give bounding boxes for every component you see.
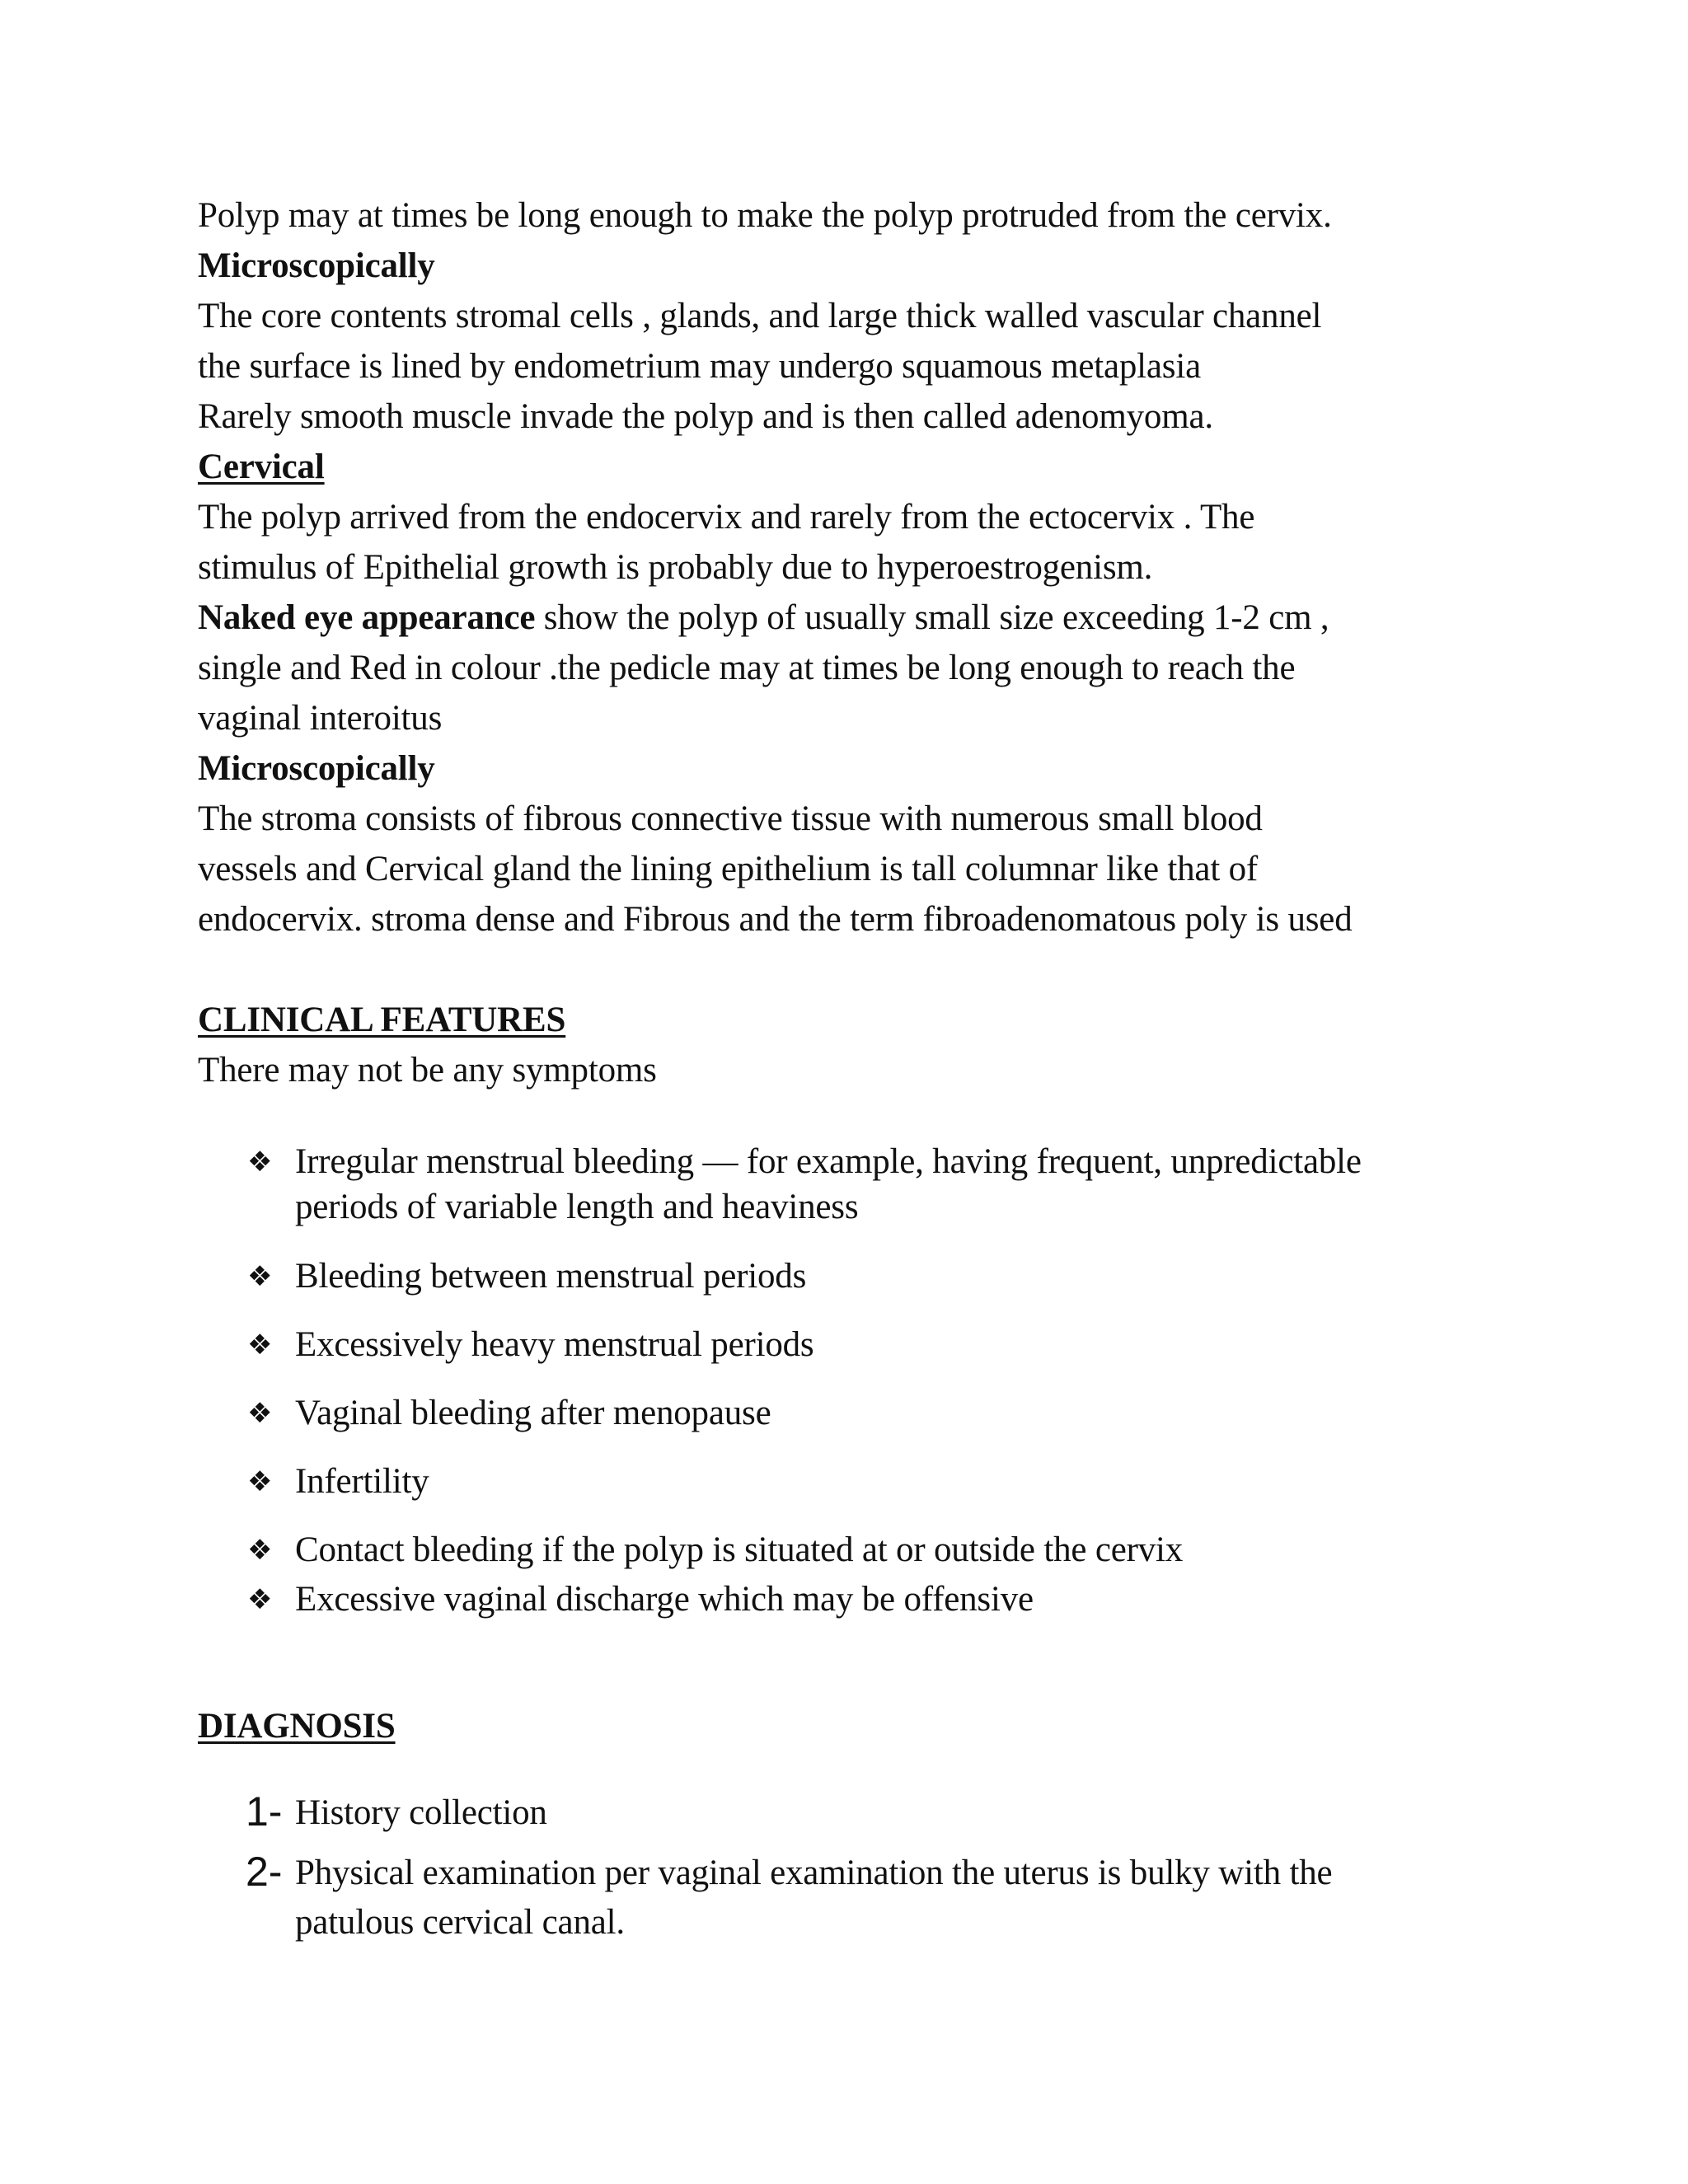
list-item: Vaginal bleeding after menopause [295, 1394, 771, 1432]
body-text-line: stimulus of Epithelial growth is probably due to hyperoestrogenism. [198, 548, 1153, 587]
body-text-line: The stroma consists of fibrous connective tissue with numerous small blood [198, 799, 1263, 838]
section-heading-microscopically: Microscopically [198, 749, 435, 788]
diamond-bullet-icon: ❖ [247, 1583, 273, 1616]
body-text-line: vessels and Cervical gland the lining epithelium is tall columnar like that of [198, 850, 1259, 888]
list-item: Contact bleeding if the polyp is situated at or outside the cervix [295, 1530, 1184, 1569]
diamond-bullet-icon: ❖ [247, 1465, 273, 1498]
diamond-bullet-icon: ❖ [247, 1397, 273, 1430]
diamond-bullet-icon: ❖ [247, 1146, 273, 1179]
section-heading-microscopically: Microscopically [198, 246, 435, 285]
list-number: 1- [246, 1788, 283, 1835]
body-text-line: Polyp may at times be long enough to make the polyp protruded from the cervix. [198, 196, 1332, 235]
numbered-item: History collection [295, 1793, 547, 1832]
body-text-line: There may not be any symptoms [198, 1051, 657, 1090]
naked-eye-text: show the polyp of usually small size exceeding 1-2 cm , [535, 598, 1329, 637]
body-text-line [198, 595, 1329, 641]
list-number: 2- [246, 1849, 283, 1895]
body-text-line: The core contents stromal cells , glands, and large thick walled vascular channel [198, 297, 1322, 335]
body-text-line: the surface is lined by endometrium may undergo squamous metaplasia [198, 347, 1201, 386]
list-item-continuation: periods of variable length and heaviness [295, 1188, 859, 1226]
list-item: Excessively heavy menstrual periods [295, 1325, 814, 1364]
diamond-bullet-icon: ❖ [247, 1329, 273, 1361]
numbered-item-continuation: patulous cervical canal. [295, 1903, 625, 1942]
body-text-line: vaginal interoitus [198, 699, 443, 738]
list-item: Infertility [295, 1462, 429, 1501]
diamond-bullet-icon: ❖ [247, 1260, 273, 1293]
section-heading-diagnosis: DIAGNOSIS [198, 1707, 396, 1746]
diamond-bullet-icon: ❖ [247, 1534, 273, 1567]
list-item: Irregular menstrual bleeding — for example, having frequent, unpredictable [295, 1142, 1362, 1181]
list-item: Excessive vaginal discharge which may be offensive [295, 1580, 1034, 1619]
body-text-line: The polyp arrived from the endocervix and rarely from the ectocervix . The [198, 498, 1255, 537]
numbered-item: Physical examination per vaginal examination the uterus is bulky with the [295, 1854, 1333, 1892]
body-text-line: Rarely smooth muscle invade the polyp and is then called adenomyoma. [198, 397, 1213, 436]
section-heading-clinical-features: CLINICAL FEATURES [198, 1001, 566, 1039]
body-text-line: endocervix. stroma dense and Fibrous and the term fibroadenomatous poly is used [198, 900, 1353, 939]
body-text-line: single and Red in colour .the pedicle may at times be long enough to reach the [198, 649, 1296, 687]
list-item: Bleeding between menstrual periods [295, 1257, 807, 1296]
section-heading-cervical: Cervical [198, 448, 325, 486]
naked-eye-label: Naked eye appearance [198, 598, 536, 637]
